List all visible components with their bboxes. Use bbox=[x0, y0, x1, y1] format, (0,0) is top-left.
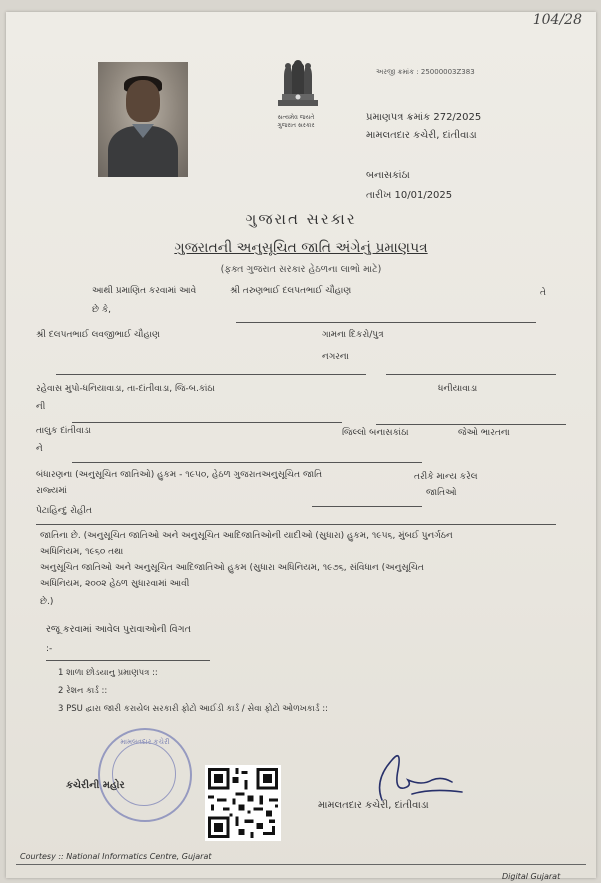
certificate-subtitle: (ફક્ત ગુજરાત સરકાર હેઠળના લાભો માટે) bbox=[220, 264, 382, 275]
caste-name: પેટાહિન્દુ રોહીત bbox=[36, 506, 92, 516]
government-heading: ગુજરાત સરકાર bbox=[245, 210, 357, 228]
jatio-label: જાતિઓ bbox=[426, 488, 457, 498]
residence-underline bbox=[72, 422, 342, 423]
certificate-title-text: ગુજરાતની અનુસૂચિત જાતિ અંગેનું પ્રમાણપત્ર bbox=[174, 240, 428, 256]
rajyama-label: રાજ્યમાં bbox=[36, 486, 67, 496]
ne-label: ને bbox=[36, 444, 43, 454]
district: બનાસકાંઠા bbox=[366, 170, 410, 181]
village-name: ધનીયાવાડા bbox=[438, 384, 478, 394]
te-label: તે bbox=[540, 288, 546, 298]
evidence-heading: રજૂ કરવામાં આવેલ પુરાવાઓની વિગત bbox=[46, 624, 191, 635]
residence: રહેવાસ મુપો-ધનિયાવાડા, તા-દાંતીવાડા, જિ-બ.કાંઠા bbox=[36, 384, 215, 394]
legal-para-4: અધિનિયમ, ૨૦૦૨ હેઠળ સુધારવામાં આવી bbox=[40, 579, 190, 589]
footer-divider bbox=[16, 864, 586, 865]
district-field: જિલ્લો બનાસકાંઠા bbox=[342, 428, 409, 438]
emblem-motto: સત્યમેવ જયતે bbox=[277, 114, 315, 121]
office-seal-stamp bbox=[98, 728, 192, 822]
certificate-number: પ્રમાણપત્ર ક્રમાંક 272/2025 bbox=[366, 112, 482, 123]
digital-gujarat-text: Digital Gujarat bbox=[502, 872, 561, 881]
handwritten-note: 104/28 bbox=[532, 12, 582, 28]
signatory-office: મામલતદાર કચેરી, દાંતીવાડા bbox=[318, 800, 429, 811]
qr-code-icon bbox=[205, 765, 281, 841]
jatio-underline bbox=[312, 506, 422, 507]
relation-label: ગામના દિકરો/પુત્ર bbox=[322, 330, 384, 340]
jeo-bharat-label: જેઓ ભારતના bbox=[458, 428, 510, 438]
issue-date: તારીખ 10/01/2025 bbox=[366, 190, 453, 201]
ni-label: ની bbox=[36, 402, 46, 412]
village-underline bbox=[376, 424, 566, 425]
caste-underline bbox=[36, 524, 556, 525]
legal-para-3: અનુસૂચિત જાતિઓ અને અનુસૂચિત આદિજાતિઓ હુકમ (સુધારા અધિનિયમ, ૧૯૭૬, સંવિધાન (અનુસૂચિત bbox=[40, 563, 424, 573]
emblem-caption bbox=[256, 114, 336, 130]
evidence-item-3: 3 PSU દ્વારા જારી કરાયેલ સરકારી ફોટો આઈડી કાર્ડ / સેવા ફોટો ઓળખકાર્ડ :: bbox=[58, 704, 328, 714]
issuing-office: મામલતદાર કચેરી, દાંતીવાડા bbox=[366, 130, 477, 141]
evidence-item-2: 2 રેશન કાર્ડ :: bbox=[58, 686, 108, 696]
name-underline bbox=[236, 322, 536, 323]
father-underline bbox=[56, 374, 366, 375]
application-number: અરજી ક્રમાંક : 25000003Z383 bbox=[376, 68, 475, 76]
taluka-underline bbox=[72, 462, 422, 463]
evidence-item-1: 1 શાળા છોડયાનુ પ્રમાણપત્ર :: bbox=[58, 668, 158, 678]
evidence-colon: :- bbox=[46, 644, 53, 654]
certificate-title bbox=[6, 240, 596, 256]
legal-para-1: જાતિના છે. (અનુસૂચિત જાતિઓ અને અનુસૂચિત આદિજાતિઓની યાદીઓ (સુધારા) હુકમ, ૧૯૫૬, મુંબઈ પુનર્ગઠન bbox=[40, 531, 453, 541]
taluka: તાલુક દાંતીવાડા bbox=[36, 426, 91, 436]
applicant-name: શ્રી તરુણભાઈ દલપતભાઈ ચૌહાણ bbox=[230, 286, 352, 296]
tarike-label: તરીકે માન્ય કરેલ bbox=[414, 472, 478, 482]
legal-para-5: છે.) bbox=[40, 597, 54, 607]
certificate-paper bbox=[6, 12, 596, 881]
village-underline-top bbox=[386, 374, 556, 375]
legal-para-2: અધિનિયમ, ૧૯૬૦ તથા bbox=[40, 547, 124, 557]
seal-text: મામલતદાર કચેરી bbox=[120, 738, 170, 746]
father-name: શ્રી દલપતભાઈ લવજીભાઈ ચૌહાણ bbox=[36, 330, 160, 340]
courtesy-text: Courtesy :: National Informatics Centre, Gujarat bbox=[20, 852, 212, 861]
nagar-label: નગરના bbox=[322, 352, 349, 362]
emblem-org: ગુજરાત સરકાર bbox=[277, 122, 315, 129]
constitution-text: બંધારણના (અનુસૂચિત જાતિઓ) હુકમ - ૧૯૫૦, હેઠળ ગુજરાતઅનુસૂચિત જાતિ bbox=[36, 470, 323, 480]
state-emblem-icon bbox=[270, 52, 326, 114]
evidence-underline bbox=[46, 660, 210, 661]
applicant-photo bbox=[98, 62, 188, 177]
certify-prefix: આથી પ્રમાણિત કરવામાં આવે bbox=[92, 286, 197, 296]
office-seal-label: કચેરીની મહોર bbox=[66, 780, 125, 791]
che-ke-label: છે કે, bbox=[92, 305, 112, 315]
